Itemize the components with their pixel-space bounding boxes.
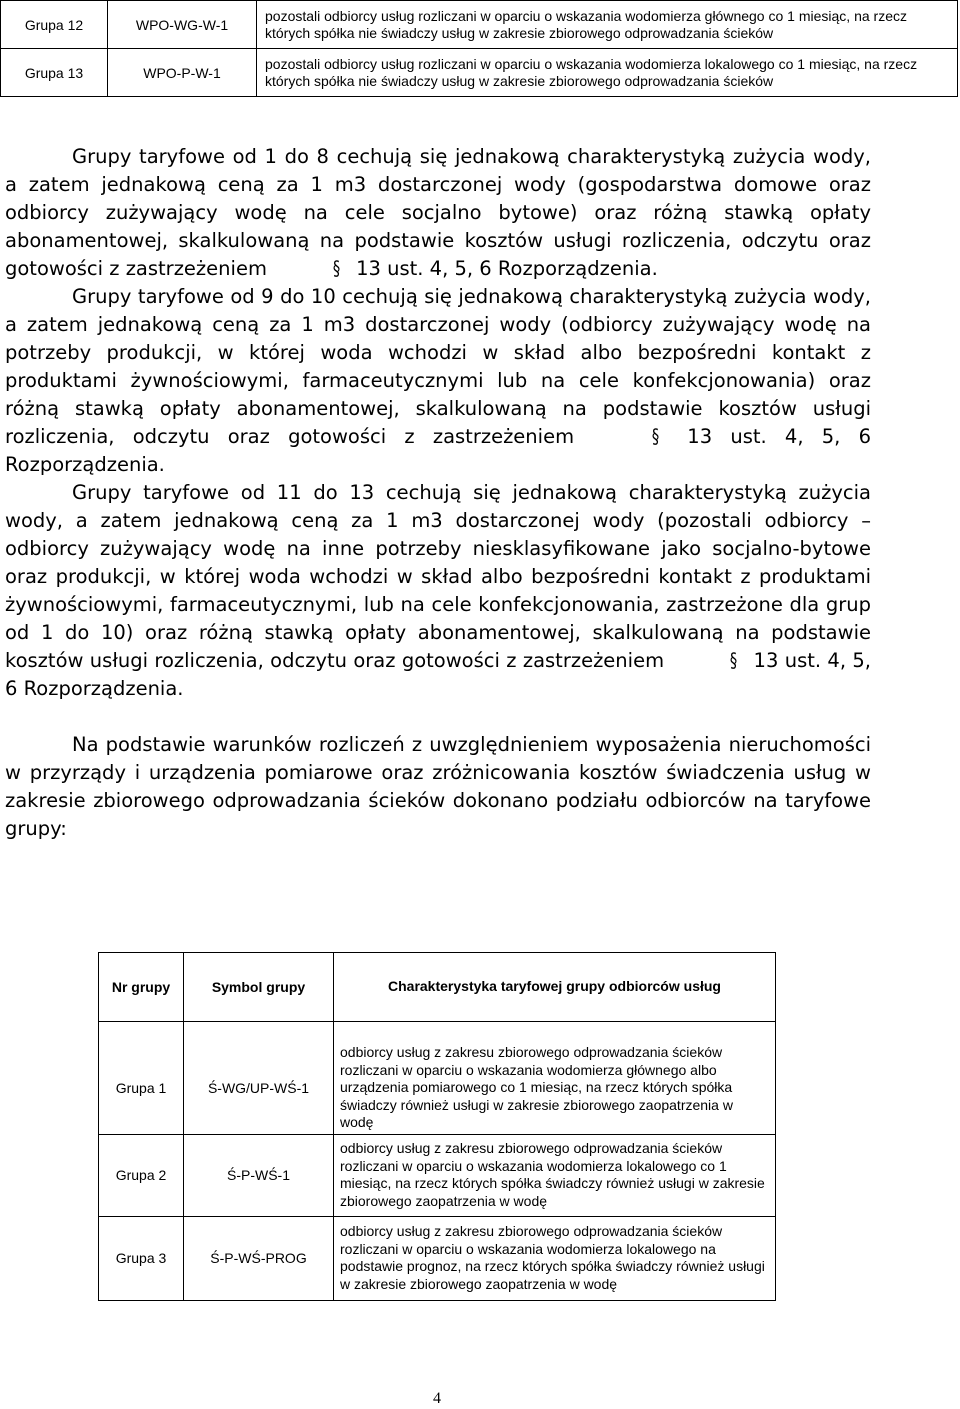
group-number: Grupa 13 [1, 49, 108, 97]
table-row [99, 1134, 776, 1216]
paragraph-groups-9-10: Grupy taryfowe od 9 do 10 cechują się jednakową charakterystyką zużycia wody, a zatem jednakową ceną za 1 m3 dostarczonej wody (odbiorcy zużywający wodę na potrzeby produkcji, w której woda wchodzi w skład albo bezpośredni kontakt z produktami żywnościowymi, farmaceutycznymi lub na cele konfekcjonowania) oraz różną stawką opłaty abonamentowej, skalkulowaną na podstawie kosztów usługi rozliczenia, odczytu oraz gotowości z zastrzeżeniem § 13 ust. 4, 5, 6 Rozporządzenia. [5, 285, 871, 476]
group-number: Grupa 3 [99, 1216, 184, 1300]
group-symbol: Ś-WG/UP-WŚ-1 [184, 1042, 334, 1134]
tariff-groups-table-continued [0, 0, 958, 97]
table-row [99, 1042, 776, 1134]
section-sign-icon: § [730, 649, 738, 672]
group-description: odbiorcy usług z zakresu zbiorowego odprowadzania ścieków rozliczani w oparciu o wskazania wodomierza lokalowego co 1 miesiąc, na rzecz których spółka świadczy również usługi w zakresie zbiorowego zaopatrzenia w wodę [334, 1134, 776, 1216]
sewage-tariff-groups-table [98, 952, 776, 1301]
group-description: pozostali odbiorcy usług rozliczani w oparciu o wskazania wodomierza głównego co 1 miesiąc, na rzecz których spółka nie świadczy usług w zakresie zbiorowego odprowadzania ścieków [257, 1, 958, 49]
header-group-number: Nr grupy [99, 953, 184, 1022]
group-symbol: Ś-P-WŚ-PROG [184, 1216, 334, 1300]
header-group-characteristics: Charakterystyka taryfowej grupy odbiorców usług [334, 953, 776, 1022]
table-spacer-row [99, 1022, 776, 1043]
paragraph-groups-1-8: Grupy taryfowe od 1 do 8 cechują się jednakową charakterystyką zużycia wody, a zatem jednakową ceną za 1 m3 dostarczonej wody (gospodarstwa domowe oraz odbiorcy zużywający wodę na cele socjalno bytowe) oraz różną stawką opłaty abonamentowej, skalkulowaną na podstawie kosztów usługi rozliczenia, odczytu oraz gotowości z zastrzeżeniem § 13 ust. 4, 5, 6 Rozporządzenia. [5, 143, 871, 283]
group-description: odbiorcy usług z zakresu zbiorowego odprowadzania ścieków rozliczani w oparciu o wskazania wodomierza głównego albo urządzenia pomiarowego co 1 miesiąc, na rzecz których spółka świadczy również usługi w zakresie zbiorowego zaopatrzenia w wodę [334, 1042, 776, 1134]
group-symbol: WPO-WG-W-1 [108, 1, 257, 49]
section-sign-icon: § [652, 425, 660, 448]
group-symbol: WPO-P-W-1 [108, 49, 257, 97]
group-description: pozostali odbiorcy usług rozliczani w oparciu o wskazania wodomierza lokalowego co 1 miesiąc, na rzecz których spółka nie świadczy usług w zakresie zbiorowego odprowadzania ścieków [257, 49, 958, 97]
paragraph-division-intro: Na podstawie warunków rozliczeń z uwzględnieniem wyposażenia nieruchomości w przyrządy i urządzenia pomiarowe oraz zróżnicowania kosztów świadczenia usług w zakresie zbiorowego odprowadzania ścieków dokonano podziału odbiorców na taryfowe grupy: [5, 733, 871, 840]
paragraph-groups-11-13: Grupy taryfowe od 11 do 13 cechują się jednakową charakterystyką zużycia wody, a zatem jednakową ceną za 1 m3 dostarczonej wody (pozostali odbiorcy – odbiorcy zużywający wodę na inne potrzeby niesklasyfikowane jako socjalno-bytowe oraz produkcji, w której woda wchodzi w skład albo bezpośredni kontakt z produktami żywnościowymi, farmaceutycznymi, lub na cele konfekcjonowania, zastrzeżone dla grup od 1 do 10) oraz różną stawką opłaty abonamentowej, skalkulowaną na podstawie kosztów usługi rozliczenia, odczytu oraz gotowości z zastrzeżeniem § 13 ust. 4, 5, 6 Rozporządzenia. [5, 481, 871, 700]
header-group-symbol: Symbol grupy [184, 953, 334, 1022]
group-number: Grupa 2 [99, 1134, 184, 1216]
table-row [99, 1216, 776, 1300]
group-description: odbiorcy usług z zakresu zbiorowego odprowadzania ścieków rozliczani w oparciu o wskazania wodomierza lokalowego na podstawie prognoz, na rzecz których spółka świadczy również usługi w zakresie zbiorowego zaopatrzenia w wodę [334, 1216, 776, 1300]
table-header-row [99, 953, 776, 1022]
group-number: Grupa 12 [1, 1, 108, 49]
page-number: 4 [433, 1390, 441, 1407]
table-row [1, 49, 958, 97]
table-row [1, 1, 958, 49]
group-number: Grupa 1 [99, 1042, 184, 1134]
section-sign-icon: § [332, 257, 341, 280]
body-text [5, 143, 871, 843]
group-symbol: Ś-P-WŚ-1 [184, 1134, 334, 1216]
